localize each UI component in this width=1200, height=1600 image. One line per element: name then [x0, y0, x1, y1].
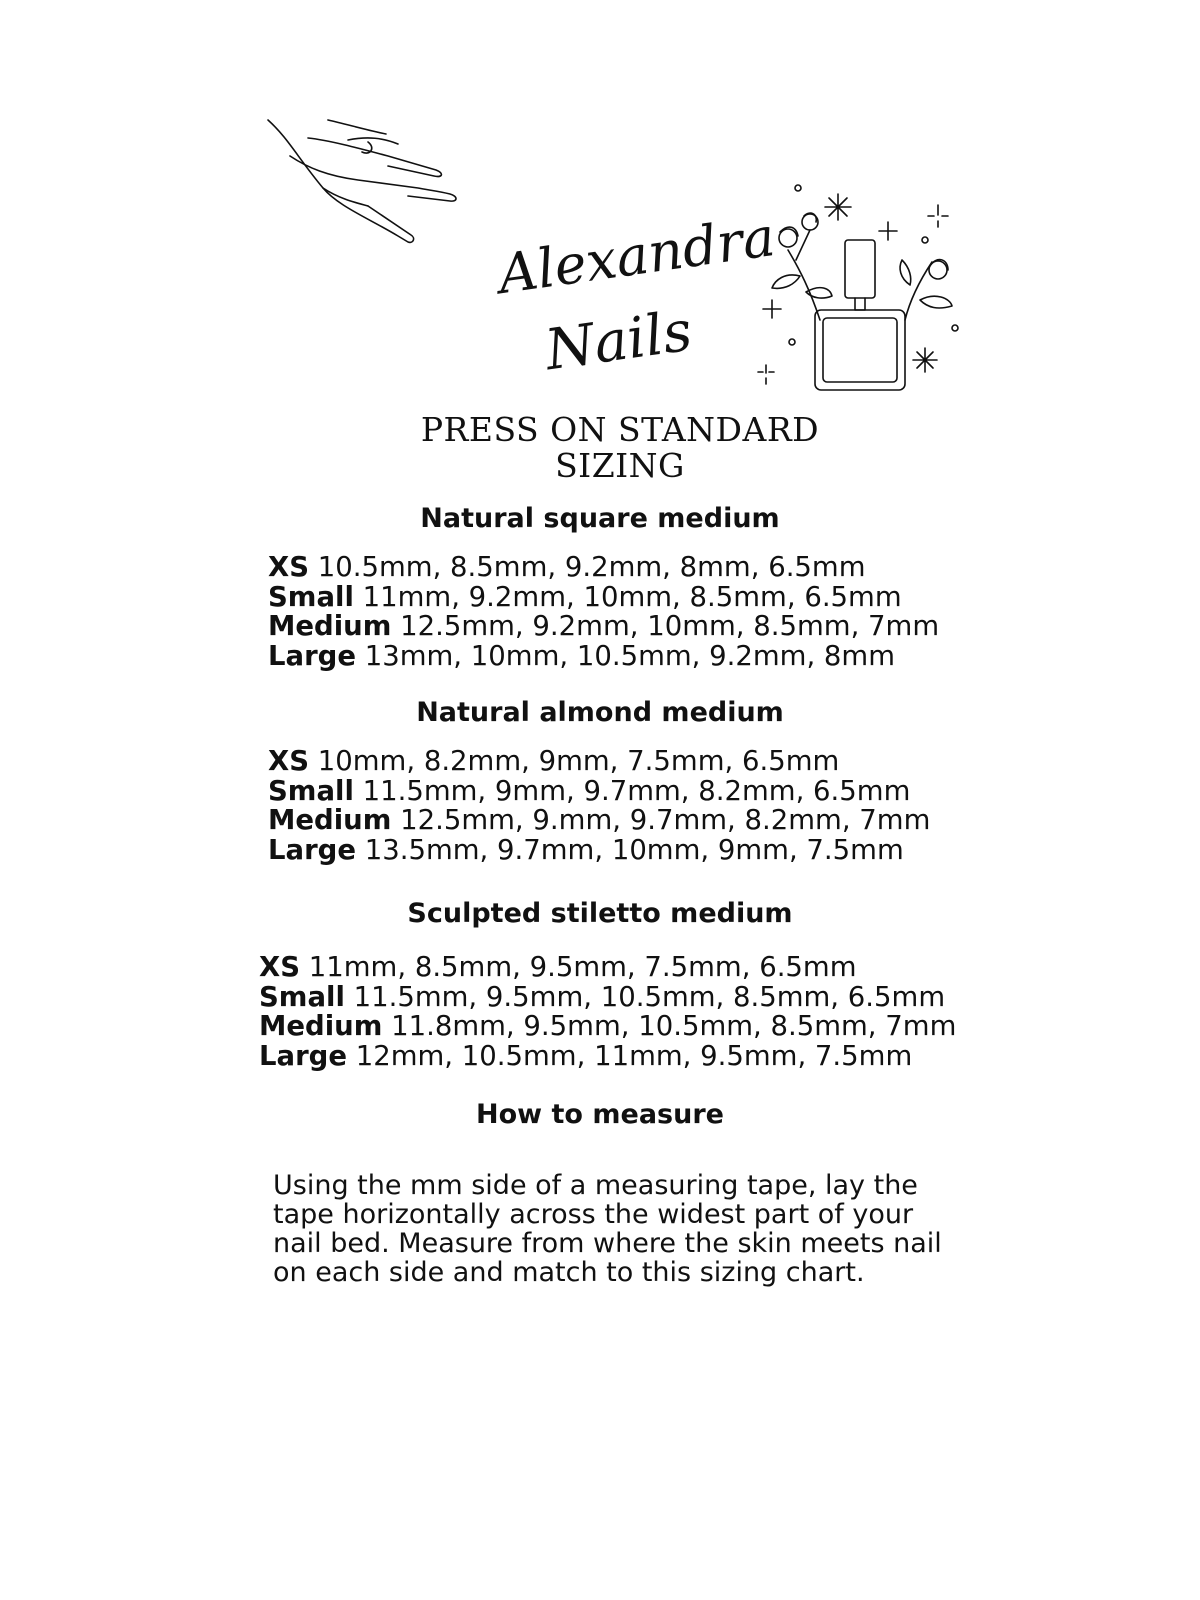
size-row	[268, 553, 939, 583]
size-label: Large	[268, 639, 356, 672]
how-to-measure-text	[273, 1171, 973, 1287]
hand-illustration-icon	[268, 118, 468, 258]
size-row	[259, 953, 956, 983]
size-values: 13mm, 10mm, 10.5mm, 9.2mm, 8mm	[364, 639, 895, 672]
size-row	[268, 833, 930, 866]
size-values: 11.5mm, 9.5mm, 10.5mm, 8.5mm, 6.5mm	[353, 980, 946, 1013]
size-list-natural-almond	[268, 747, 930, 865]
size-values: 11mm, 9.2mm, 10mm, 8.5mm, 6.5mm	[362, 580, 902, 613]
size-label: Medium	[259, 1010, 383, 1042]
paragraph-line: on each side and match to this sizing chart.	[273, 1257, 865, 1288]
size-list-sculpted-stiletto	[259, 953, 956, 1071]
section-heading-natural-almond: Natural almond medium	[416, 697, 784, 728]
size-values: 12mm, 10.5mm, 11mm, 9.5mm, 7.5mm	[355, 1039, 913, 1072]
size-row	[259, 980, 956, 1013]
paragraph-line: nail bed. Measure from where the skin meets nail	[273, 1228, 942, 1259]
size-label: Small	[259, 980, 345, 1013]
logo-text-line2: Nails	[541, 298, 696, 384]
size-list-natural-square	[268, 553, 939, 671]
size-label: XS	[268, 745, 310, 777]
size-values: 13.5mm, 9.7mm, 10mm, 9mm, 7.5mm	[364, 833, 904, 866]
size-label: Large	[259, 1039, 347, 1072]
size-values: 10.5mm, 8.5mm, 9.2mm, 8mm, 6.5mm	[317, 551, 866, 583]
size-label: Medium	[268, 804, 392, 836]
paragraph-line: Using the mm side of a measuring tape, lay the	[273, 1170, 918, 1201]
size-label: Medium	[268, 610, 392, 642]
paragraph-line: tape horizontally across the widest part of your	[273, 1199, 914, 1230]
size-row	[268, 806, 930, 836]
size-values: 11mm, 8.5mm, 9.5mm, 7.5mm, 6.5mm	[308, 951, 857, 983]
title-line-1: PRESS ON STANDARD	[420, 410, 820, 449]
size-label: Small	[268, 774, 354, 807]
size-label: XS	[259, 951, 301, 983]
size-label: XS	[268, 551, 310, 583]
logo-text-line1: Alexandra	[494, 205, 779, 307]
size-label: Small	[268, 580, 354, 613]
section-heading-sculpted-stiletto: Sculpted stiletto medium	[407, 898, 793, 929]
size-row	[268, 639, 939, 672]
size-values: 12.5mm, 9.2mm, 10mm, 8.5mm, 7mm	[400, 610, 940, 642]
page-title	[380, 412, 860, 484]
size-row	[259, 1039, 956, 1072]
size-row	[268, 580, 939, 613]
size-values: 11.8mm, 9.5mm, 10.5mm, 8.5mm, 7mm	[391, 1010, 957, 1042]
size-values: 11.5mm, 9mm, 9.7mm, 8.2mm, 6.5mm	[362, 774, 911, 807]
size-row	[268, 774, 930, 807]
size-values: 12.5mm, 9.mm, 9.7mm, 8.2mm, 7mm	[400, 804, 931, 836]
section-heading-how-to-measure: How to measure	[476, 1099, 724, 1130]
size-label: Large	[268, 833, 356, 866]
title-line-2: SIZING	[555, 446, 685, 485]
size-row	[268, 612, 939, 642]
size-row	[259, 1012, 956, 1042]
size-values: 10mm, 8.2mm, 9mm, 7.5mm, 6.5mm	[317, 745, 840, 777]
brand-logo	[494, 200, 779, 390]
nail-polish-bottle-icon	[760, 180, 1000, 410]
section-heading-natural-square: Natural square medium	[420, 503, 780, 534]
size-row	[268, 747, 930, 777]
